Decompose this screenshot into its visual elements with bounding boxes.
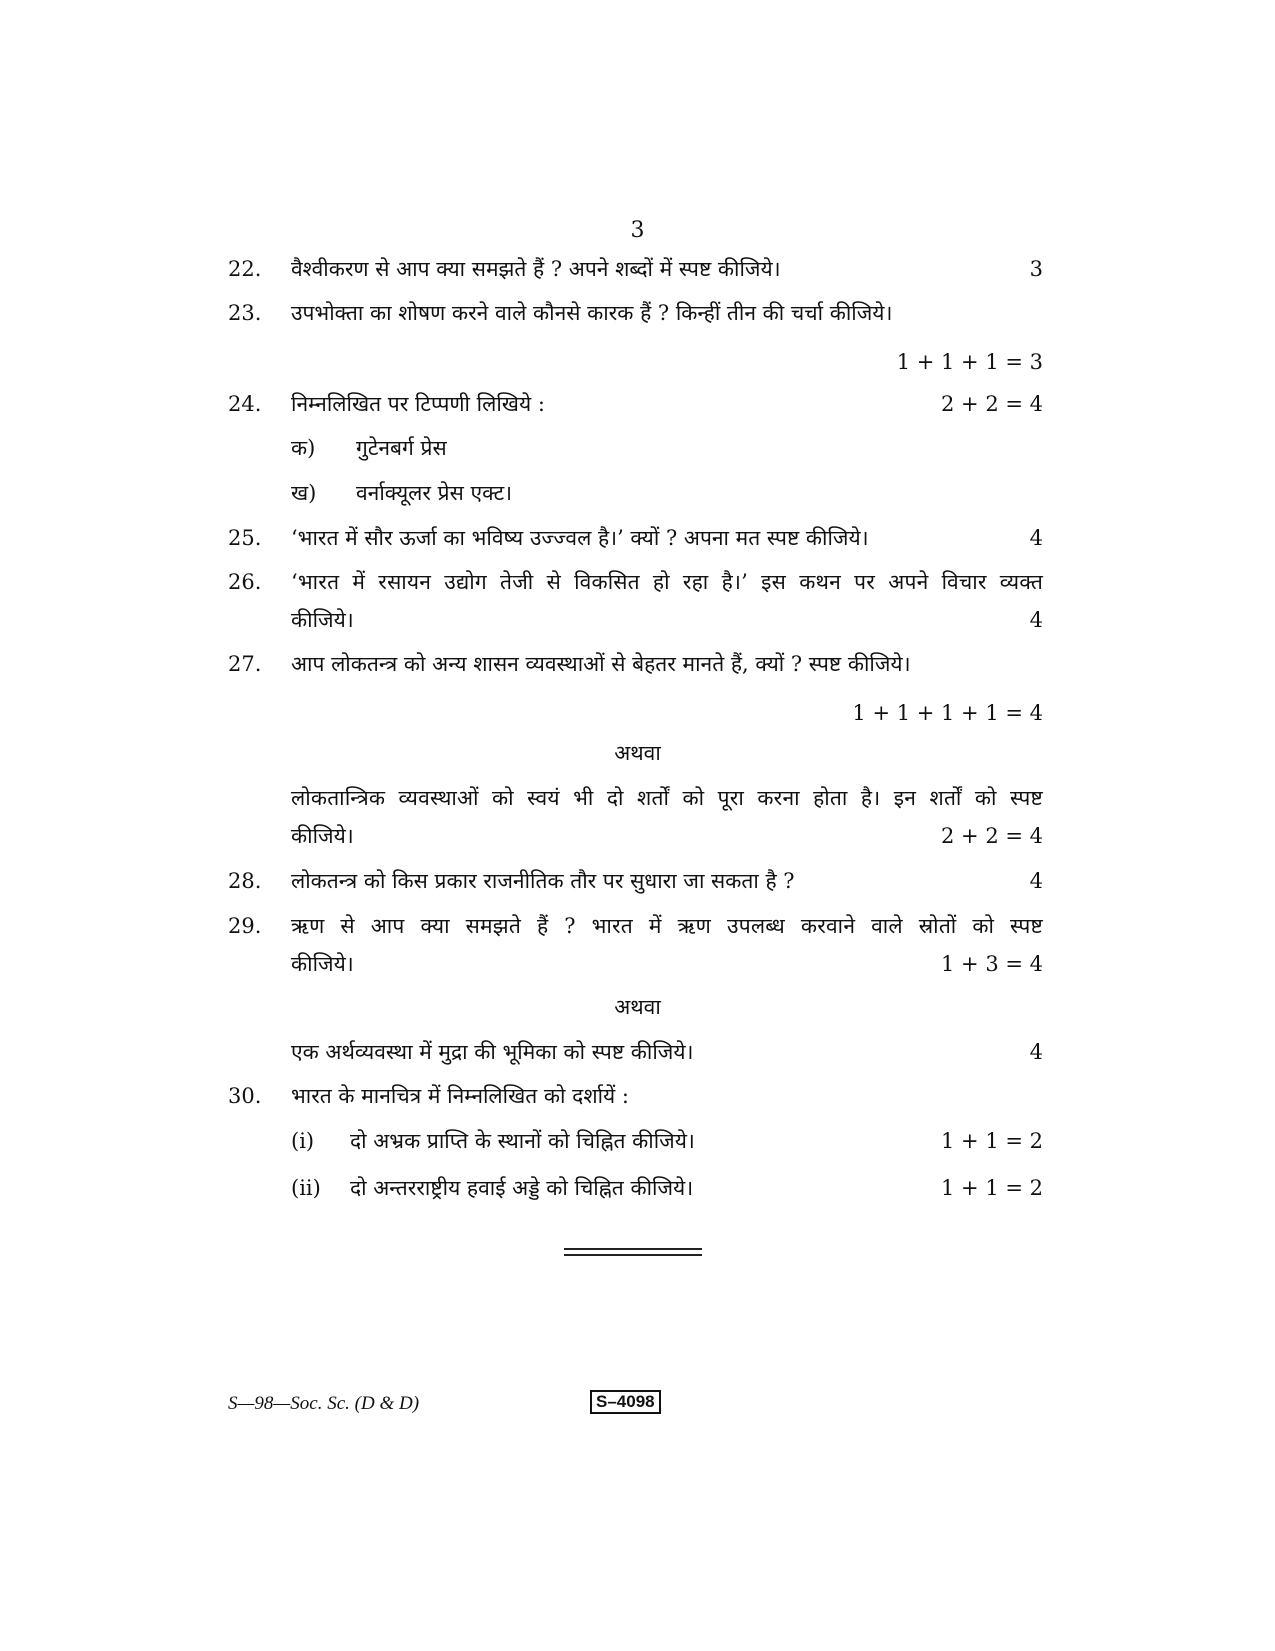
question-27-marks-row [228,697,1043,729]
marks: 1 + 1 + 1 = 3 [896,350,1043,374]
question-30-sub-ii [228,1172,1043,1204]
sub-label: (ii) [291,1176,321,1200]
question-27 [228,648,1043,680]
question-29-line-2 [228,948,1043,980]
marks: 4 [1029,869,1043,893]
sub-label: क) [291,436,316,460]
sub-text: गुटेनबर्ग प्रेस [356,436,447,460]
marks: 3 [1029,257,1043,281]
or-label: अथवा [614,741,661,765]
question-26 [228,566,1043,598]
question-27-alt-line-2 [228,820,1043,852]
question-25 [228,522,1043,554]
question-30-sub-i [228,1125,1043,1157]
question-23 [228,297,1043,329]
question-27-alt [228,782,1043,814]
page-number: 3 [630,218,645,243]
marks: 4 [1029,608,1043,632]
sub-text: दो अभ्रक प्राप्ति के स्थानों को चिह्नित कीजिये। [350,1129,695,1153]
question-number: 22. [228,257,262,281]
question-number: 27. [228,652,262,676]
sub-label: ख) [291,481,317,505]
alt-text-line-2: कीजिये। [291,824,354,848]
alt-text-line-1: लोकतान्त्रिक व्यवस्थाओं को स्वयं भी दो शर्तों को पूरा करना होता है। इन शर्तों को स्पष्ट [291,786,1043,810]
question-text: भारत के मानचित्र में निम्नलिखित को दर्शायें : [291,1084,629,1108]
question-text-line-1: ‘भारत में रसायन उद्योग तेजी से विकसित हो रहा है।’ इस कथन पर अपने विचार व्यक्त [291,570,1043,594]
question-text: वैश्वीकरण से आप क्या समझते हैं ? अपने शब्दों में स्पष्ट कीजिये। [291,257,781,281]
question-26-line-2 [228,604,1043,636]
question-24 [228,388,1043,420]
end-rule-top [564,1248,702,1250]
question-number: 28. [228,869,262,893]
question-text: लोकतन्त्र को किस प्रकार राजनीतिक तौर पर सुधारा जा सकता है ? [291,869,795,893]
question-text: उपभोक्ता का शोषण करने वाले कौनसे कारक हैं ? किन्हीं तीन की चर्चा कीजिये। [291,301,893,325]
sub-label: (i) [291,1129,315,1153]
question-28 [228,865,1043,897]
marks: 4 [1029,526,1043,550]
question-text-line-2: कीजिये। [291,952,354,976]
question-text: आप लोकतन्त्र को अन्य शासन व्यवस्थाओं से बेहतर मानते हैं, क्यों ? स्पष्ट कीजिये। [291,652,911,676]
question-30 [228,1080,1043,1112]
question-text-line-2: कीजिये। [291,608,354,632]
marks: 1 + 1 = 2 [941,1176,1043,1200]
question-29 [228,910,1043,942]
sub-text: दो अन्तरराष्ट्रीय हवाई अड्डे को चिह्नित कीजिये। [350,1176,694,1200]
question-number: 23. [228,301,262,325]
question-number: 25. [228,526,262,550]
question-29-alt [228,1036,1043,1068]
question-24-sub-a [228,432,1043,464]
question-number: 29. [228,914,262,938]
sub-text: वर्नाक्यूलर प्रेस एक्ट। [356,481,513,505]
question-text: ‘भारत में सौर ऊर्जा का भविष्य उज्ज्वल है।’ क्यों ? अपना मत स्पष्ट कीजिये। [291,526,869,550]
marks: 2 + 2 = 4 [941,392,1043,416]
question-number: 26. [228,570,262,594]
question-text: निम्नलिखित पर टिप्पणी लिखिये : [291,392,545,416]
alt-text: एक अर्थव्यवस्था में मुद्रा की भूमिका को स्पष्ट कीजिये। [291,1040,694,1064]
question-text-line-1: ऋण से आप क्या समझते हैं ? भारत में ऋण उपलब्ध करवाने वाले स्रोतों को स्पष्ट [291,914,1043,938]
question-24-sub-b [228,477,1043,509]
marks: 1 + 1 + 1 + 1 = 4 [852,701,1043,725]
footer-code-box: S–4098 [590,1390,661,1414]
question-number: 24. [228,392,262,416]
question-number: 30. [228,1084,262,1108]
or-label: अथवा [614,995,661,1019]
end-rule-bottom [564,1254,702,1256]
marks: 1 + 1 = 2 [941,1129,1043,1153]
question-23-marks-row [228,346,1043,378]
marks: 2 + 2 = 4 [941,824,1043,848]
marks: 4 [1029,1040,1043,1064]
marks: 1 + 3 = 4 [941,952,1043,976]
footer-paper-id: S—98—Soc. Sc. (D & D) [228,1393,420,1414]
question-22 [228,253,1043,285]
